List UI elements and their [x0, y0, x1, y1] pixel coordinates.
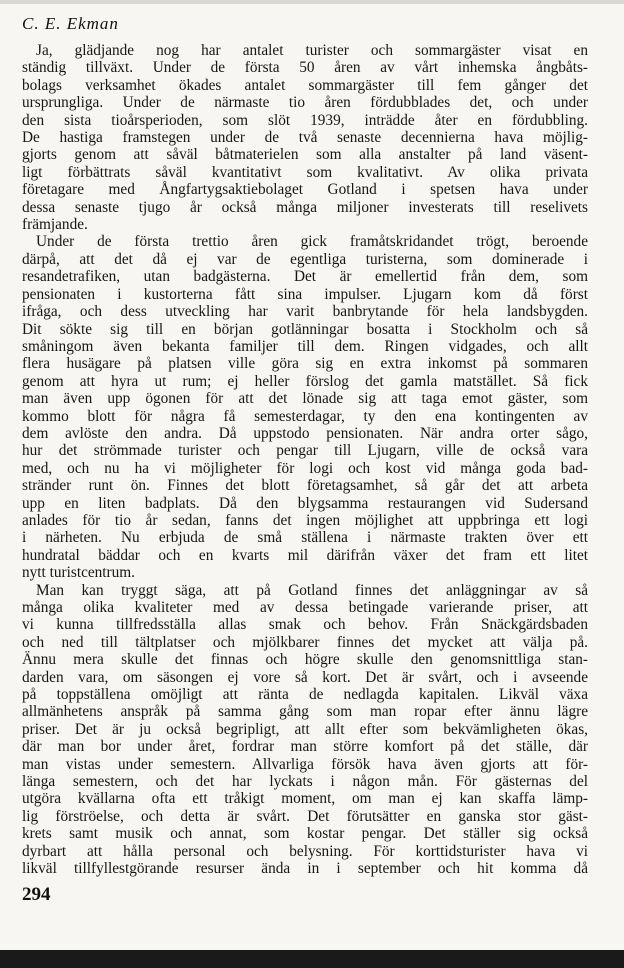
text-line: bolags verksamhet ökades antalet sommargäster till fem gånger det [22, 76, 588, 94]
text-line: Man kan tryggt säga, att på Gotland finnes det anläggningar av så [36, 581, 588, 599]
text-line: upp en liten badplats. Då den blygsamma restaurangen vid Sudersand [22, 494, 588, 512]
text-line: den sista tioårsperioden, som slöt 1939, inträdde åter en fördubbling. [22, 111, 588, 129]
text-line: ligt förbättrats såväl kvantitativt som kvalitativt. Av olika privata [22, 163, 588, 181]
text-line: man vistas under semestern. Allvarliga försök hava även gjorts att för- [22, 755, 588, 773]
text-line: dyrbart att hålla personal och belysning. För korttidsturister hava vi [22, 842, 588, 860]
text-line: hundratal bäddar och en kvarts mil därifrån växer det fram ett litet [22, 546, 588, 564]
text-line: kommo blott för några få semesterdagar, ty den ena kontingenten av [22, 407, 588, 425]
text-line: många olika kvaliteter med av dessa betingade varierande priser, att [22, 599, 588, 616]
text-line: anlades för tio år sedan, fanns det ingen möjlighet att uppbringa ett logi [22, 511, 588, 529]
text-line: därpå, att det då ej var de egentliga turisterna, som dominerade i [22, 250, 588, 268]
text-line: hur det strömmade turister och pengar till Ljugarn, ville de också vara [22, 442, 588, 460]
text-line: där man bor under året, fordrar man större komfort på det ställe, där [22, 738, 588, 756]
text-line: nytt turistcentrum. [22, 564, 136, 582]
text-line: främjande. [22, 216, 88, 234]
text-line: utgöra kvällarna ofta ett tråkigt moment, om man ej kan skaffa lämp- [22, 790, 588, 808]
text-line: lig förströelse, och detta är svårt. Det förutsätter en ganska stor gäst- [22, 807, 588, 825]
text-line: flera husägare på platsen ville göra sig en extra inkomst på sommaren [22, 355, 588, 373]
text-line: resandetrafiken, utan badgästerna. Det är emellertid från dem, som [22, 268, 588, 286]
text-line: De hastiga framstegen under de två senaste decennierna hava möjlig- [22, 129, 588, 147]
text-line: pensionaten i kustorterna fått sina impulser. Ljugarn kom då först [22, 285, 588, 303]
scan-border-bottom [0, 950, 624, 968]
text-line: småningom även bekanta familjer till dem. Ringen vidgades, och allt [22, 337, 588, 355]
text-line: Ännu mera skulle det finnas och högre skulle den genomsnittliga stan- [22, 651, 588, 669]
text-line: ständig tillväxt. Under de första 50 åren av vårt inhemska ångbåts- [22, 59, 588, 77]
text-line: med, och nu ha vi möjligheter för logi och kost vid många goda bad- [22, 459, 588, 477]
text-line: företagare med Ångfartygsaktiebolaget Gotland i spetsen hava under [22, 181, 588, 199]
text-line: stränder runt ön. Finnes det blott företagsamhet, så går det att arbeta [22, 477, 588, 495]
text-line: på toppställena omöjligt att ränta de nedlagda kapitalen. Likväl växa [22, 686, 588, 704]
text-line: Under de första trettio åren gick framåtskridandet trögt, beroende [36, 233, 588, 251]
text-line: Ja, glädjande nog har antalet turister och sommargäster visat en [36, 42, 588, 59]
text-line: länga semestern, och det har lyckats i någon mån. För gästernas del [22, 773, 588, 791]
text-line: krets samt musik och annat, som kostar pengar. Det ställer sig också [22, 825, 588, 843]
text-line: ifråga, och dess utveckling har varit banbrytande för hela landsbygden. [22, 303, 588, 321]
text-line: darden vara, om säsongen ej vore så kort. Det är svårt, och i avseende [22, 668, 588, 686]
text-line: priser. Det är ju också begripligt, att allt efter som bekvämligheten ökas, [22, 720, 588, 738]
text-line: dessa senaste tjugo år också många miljoner investerats till reselivets [22, 198, 588, 216]
body-text [22, 42, 588, 878]
scan-edge-top [0, 0, 624, 4]
text-line: man även upp ögonen för att det lönade sig att taga emot gäster, som [22, 390, 588, 408]
text-line: genom att hyra ut rum; ej heller förslog det gamla matstället. Så fick [22, 372, 588, 390]
text-line: i närheten. Nu erbjuda de små ställena i närmaste trakten över ett [22, 529, 588, 547]
page-number: 294 [22, 884, 51, 905]
text-line: likväl tillfyllestgörande resurser ända in i september och hit komma då [22, 860, 588, 878]
text-line: gjorts genom att såväl båtmaterielen som alla anstalter på land väsent- [22, 146, 588, 164]
text-line: och ned till tältplatser och mjölkbarer finnes det mycket att välja på. [22, 633, 588, 651]
text-line: allmänhetens anspråk på samma gång som man ropar efter ännu lägre [22, 703, 588, 721]
text-line: dem avlöste den andra. Då uppstodo pensionaten. När andra orter sågo, [22, 424, 588, 442]
text-line: Dit sökte sig till en början gotlänningar bosatta i Stockholm och så [22, 320, 588, 338]
text-line: ursprungliga. Under de närmaste tio åren fördubblades det, och under [22, 94, 588, 112]
text-line: vi kunna tillfredsställa allas smak och behov. Från Snäckgärdsbaden [22, 616, 588, 634]
running-head: C. E. Ekman [22, 14, 119, 33]
